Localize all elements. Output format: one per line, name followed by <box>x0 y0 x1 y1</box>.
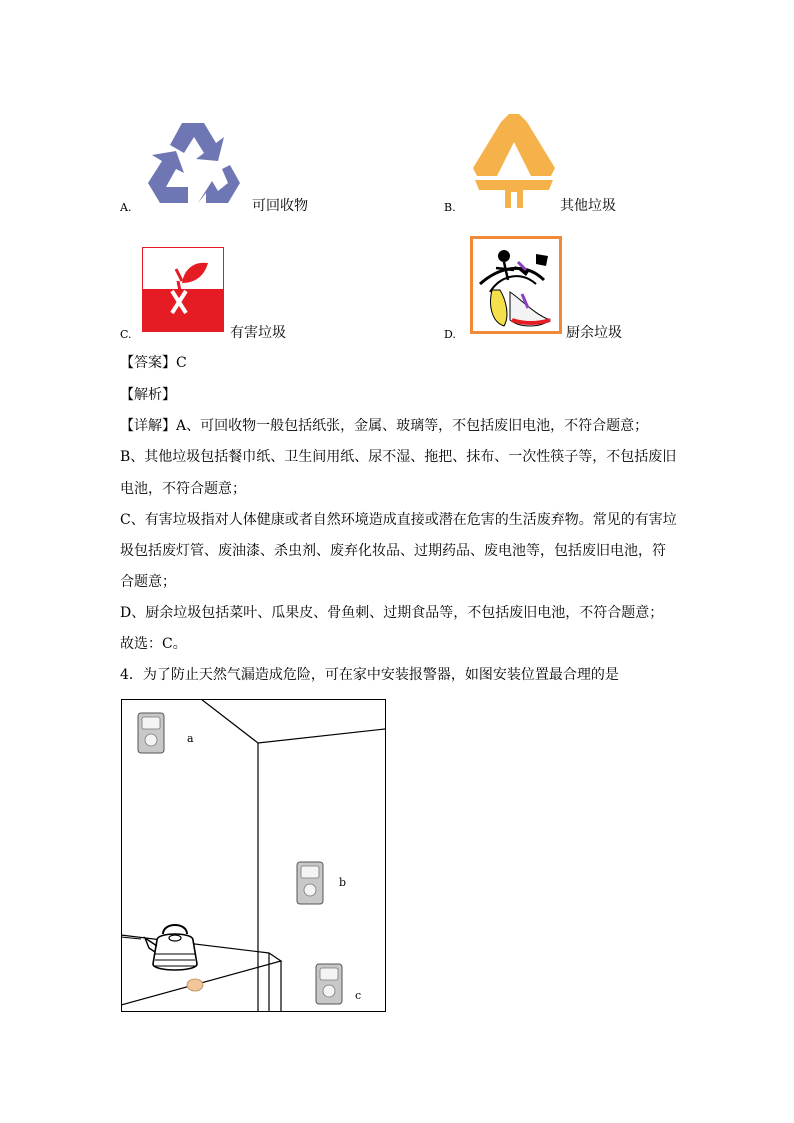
label-b: b <box>339 876 347 889</box>
analysis-line: 合题意； <box>120 574 176 590</box>
analysis-heading: 【解析】 <box>120 387 176 403</box>
answer: 【答案】C <box>120 355 187 371</box>
option-b-caption: 其他垃圾 <box>560 198 616 214</box>
kitchen-waste-icon <box>470 236 562 334</box>
label-a: a <box>187 732 194 745</box>
option-c-caption: 有害垃圾 <box>230 325 286 341</box>
option-a-letter: A. <box>120 201 132 214</box>
other-waste-icon <box>471 112 557 210</box>
option-d-caption: 厨余垃圾 <box>566 325 622 341</box>
recycle-icon <box>146 121 242 207</box>
analysis-line: 电池，不符合题意； <box>120 481 246 497</box>
analysis-line: D、厨余垃圾包括菜叶、瓜果皮、骨鱼刺、过期食品等，不包括废旧电池，不符合题意； <box>120 605 664 621</box>
label-c: c <box>355 989 362 1002</box>
gas-alarm-icon <box>315 963 343 1005</box>
question-4: 4．为了防止天然气漏造成危险，可在家中安装报警器，如图安装位置最合理的是 <box>120 667 619 683</box>
hazardous-waste-icon <box>142 247 224 332</box>
gas-alarm-icon <box>296 861 324 905</box>
kettle-icon <box>143 914 207 978</box>
analysis-line: 故选：C。 <box>120 636 187 652</box>
option-d-letter: D. <box>444 328 456 341</box>
option-b-letter: B. <box>444 201 456 214</box>
gas-alarm-icon <box>137 712 165 754</box>
analysis-line: 【详解】A、可回收物一般包括纸张，金属、玻璃等，不包括废旧电池，不符合题意； <box>120 418 649 434</box>
analysis-line: B、其他垃圾包括餐巾纸、卫生间用纸、尿不湿、拖把、抹布、一次性筷子等，不包括废旧 <box>120 449 677 465</box>
analysis-line: 圾包括废灯管、废油漆、杀虫剂、废弃化妆品、过期药品、废电池等，包括废旧电池，符 <box>120 543 666 559</box>
analysis-line: C、有害垃圾指对人体健康或者自然环境造成直接或潜在危害的生活废弃物。常见的有害垃 <box>120 512 677 528</box>
option-c-letter: C. <box>120 328 132 341</box>
option-a-caption: 可回收物 <box>252 198 308 214</box>
